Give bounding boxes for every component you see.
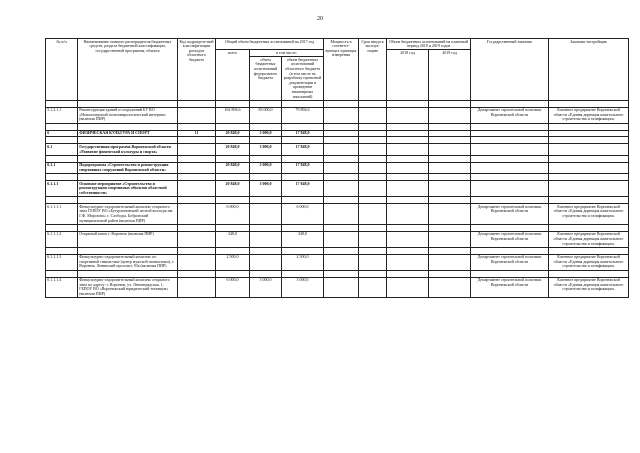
spacer-cell [549, 155, 629, 162]
spacer-cell [549, 247, 629, 254]
cell-customer [471, 130, 549, 137]
spacer-row [46, 197, 629, 204]
cell-num: 6.1.1.1 [46, 181, 78, 197]
header-incl: в том числе: [250, 50, 324, 57]
spacer-cell [250, 137, 282, 144]
header-2018: 2018 год [387, 50, 429, 100]
spacer-cell [429, 247, 471, 254]
cell-code [178, 254, 216, 270]
cell-code [178, 204, 216, 225]
spacer-cell [359, 123, 387, 130]
spacer-cell [78, 270, 178, 277]
spacer-cell [324, 100, 359, 107]
table-row [46, 181, 629, 197]
cell-customer [471, 181, 549, 197]
spacer-cell [429, 270, 471, 277]
spacer-cell [282, 197, 324, 204]
spacer-cell [324, 197, 359, 204]
spacer-cell [471, 137, 549, 144]
spacer-cell [324, 137, 359, 144]
spacer-cell [549, 137, 629, 144]
cell-power [324, 254, 359, 270]
cell-customer: Департамент строительной политики Воронежской области [471, 231, 549, 247]
spacer-cell [250, 123, 282, 130]
spacer-cell [46, 197, 78, 204]
spacer-cell [471, 100, 549, 107]
cell-power [324, 162, 359, 173]
table-row [46, 144, 629, 155]
spacer-cell [549, 224, 629, 231]
spacer-cell [359, 155, 387, 162]
cell-2019 [429, 181, 471, 197]
table-row [46, 277, 629, 298]
cell-num: 6.1.1.1.2 [46, 231, 78, 247]
spacer-cell [216, 174, 250, 181]
spacer-cell [216, 224, 250, 231]
spacer-cell [387, 137, 429, 144]
cell-code [178, 144, 216, 155]
header-federal: объем бюджетных ассигнований федерального бюджета [250, 57, 282, 101]
spacer-cell [78, 197, 178, 204]
cell-term [359, 162, 387, 173]
cell-num: 6.1.1.1.1 [46, 204, 78, 225]
spacer-cell [216, 247, 250, 254]
cell-total: 6 000,0 [216, 277, 250, 298]
header-term: Срок ввода в эксплуа-тацию [359, 39, 387, 101]
table-body [46, 100, 629, 298]
cell-developer: Казенное предприятие Воронежской области «Единая дирекция капитального строительства и газификации» [549, 107, 629, 123]
cell-total: 6 000,0 [216, 204, 250, 225]
cell-power [324, 107, 359, 123]
spacer-cell [216, 100, 250, 107]
cell-federal [250, 254, 282, 270]
spacer-cell [324, 270, 359, 277]
cell-name: Государственная программа Воронежской области «Развитие физической культуры и спорта» [78, 144, 178, 155]
cell-term [359, 181, 387, 197]
spacer-cell [216, 155, 250, 162]
cell-developer [549, 181, 629, 197]
spacer-cell [178, 100, 216, 107]
spacer-cell [178, 137, 216, 144]
cell-regional: 17 848,0 [282, 144, 324, 155]
spacer-cell [471, 174, 549, 181]
cell-federal: 3 000,0 [250, 181, 282, 197]
cell-customer: Департамент строительной политики Воронежской области [471, 204, 549, 225]
spacer-cell [387, 270, 429, 277]
cell-num: 5.1.2.1.1 [46, 107, 78, 123]
spacer-cell [250, 197, 282, 204]
cell-2019 [429, 277, 471, 298]
cell-customer: Департамент строительной политики Воронежской области [471, 277, 549, 298]
cell-name: Физкультурно-оздоровительный комплекс открытого типа по адресу: г. Воронеж, ул. Ленинградская, 1, ГБПОУ ВО «Воронежский юридический техникум» (включая ПИР) [78, 277, 178, 298]
spacer-cell [282, 224, 324, 231]
spacer-cell [78, 155, 178, 162]
cell-federal: 3 000,0 [250, 144, 282, 155]
cell-power [324, 204, 359, 225]
spacer-cell [429, 100, 471, 107]
cell-name: Реконструкция зданий и сооружений БУ ВО «Новохоперский психоневрологический интернат» (включая ПИР) [78, 107, 178, 123]
cell-2019 [429, 107, 471, 123]
cell-federal: 3 000,0 [250, 162, 282, 173]
spacer-row [46, 123, 629, 130]
cell-name: Подпрограмма «Строительство и реконструкция спортивных сооружений Воронежской области» [78, 162, 178, 173]
spacer-cell [216, 123, 250, 130]
spacer-cell [549, 197, 629, 204]
cell-federal [250, 231, 282, 247]
spacer-cell [250, 270, 282, 277]
cell-term [359, 277, 387, 298]
cell-developer [549, 130, 629, 137]
cell-regional: 17 848,0 [282, 130, 324, 137]
spacer-cell [46, 155, 78, 162]
spacer-cell [78, 247, 178, 254]
spacer-cell [178, 270, 216, 277]
cell-2018 [387, 107, 429, 123]
cell-2018 [387, 277, 429, 298]
spacer-cell [216, 197, 250, 204]
cell-developer: Казенное предприятие Воронежской области «Единая дирекция капитального строительства и газификации» [549, 231, 629, 247]
spacer-cell [282, 123, 324, 130]
spacer-cell [46, 270, 78, 277]
spacer-cell [250, 174, 282, 181]
cell-federal: 3 000,0 [250, 130, 282, 137]
spacer-cell [387, 247, 429, 254]
spacer-cell [78, 123, 178, 130]
spacer-cell [250, 155, 282, 162]
cell-2018 [387, 254, 429, 270]
cell-developer: Казенное предприятие Воронежской области «Единая дирекция капитального строительства и газификации» [549, 204, 629, 225]
spacer-cell [216, 270, 250, 277]
cell-power [324, 231, 359, 247]
spacer-cell [46, 224, 78, 231]
cell-num: 6.1 [46, 144, 78, 155]
cell-name: Физкультурно-оздоровительный комплекс по спортивной гимнастике (центр мужской гимнастики), г. Воронеж, Ленинский проспект, 93а (включая ПИР) [78, 254, 178, 270]
cell-2019 [429, 162, 471, 173]
spacer-cell [471, 247, 549, 254]
header-row-1 [46, 39, 629, 50]
spacer-cell [387, 224, 429, 231]
spacer-cell [359, 174, 387, 181]
spacer-cell [78, 224, 178, 231]
header-plan-group: Объем бюджетных ассигнований на плановый период 2018 и 2019 годов [387, 39, 471, 50]
cell-total: 2 500,0 [216, 254, 250, 270]
spacer-cell [471, 123, 549, 130]
header-num: № п/п [46, 39, 78, 101]
cell-2018 [387, 231, 429, 247]
header-developer: Заказчик-застройщик [549, 39, 629, 101]
cell-total: 20 848,0 [216, 130, 250, 137]
cell-regional: 17 848,0 [282, 181, 324, 197]
spacer-cell [429, 174, 471, 181]
spacer-cell [549, 123, 629, 130]
cell-power [324, 277, 359, 298]
cell-name: Основное мероприятие «Строительство и реконструкция спортивных объектов областной собственности» [78, 181, 178, 197]
cell-2018 [387, 144, 429, 155]
cell-developer: Казенное предприятие Воронежской области «Единая дирекция капитального строительства и газификации» [549, 254, 629, 270]
cell-customer: Департамент строительной политики Воронежской области [471, 107, 549, 123]
cell-federal [250, 204, 282, 225]
cell-term [359, 130, 387, 137]
table-row [46, 204, 629, 225]
cell-code [178, 181, 216, 197]
cell-developer [549, 144, 629, 155]
cell-2019 [429, 204, 471, 225]
cell-developer: Казенное предприятие Воронежской области «Единая дирекция капитального строительства и газификации» [549, 277, 629, 298]
spacer-cell [387, 174, 429, 181]
cell-term [359, 144, 387, 155]
cell-2019 [429, 231, 471, 247]
spacer-row [46, 100, 629, 107]
cell-customer: Департамент строительной политики Воронежской области [471, 254, 549, 270]
spacer-cell [429, 123, 471, 130]
cell-total: 20 848,0 [216, 181, 250, 197]
spacer-cell [429, 224, 471, 231]
spacer-cell [387, 197, 429, 204]
spacer-cell [178, 123, 216, 130]
spacer-cell [178, 174, 216, 181]
spacer-cell [471, 270, 549, 277]
cell-regional: 6 000,0 [282, 204, 324, 225]
cell-regional: 348,0 [282, 231, 324, 247]
cell-2019 [429, 130, 471, 137]
spacer-cell [46, 123, 78, 130]
spacer-cell [250, 100, 282, 107]
cell-name: Физкультурно-оздоровительный комплекс открытого типа ГБПОУ ВО «Бутурлиновский лесной колледж им. Г.Ф. Морозова» с. Слободы, Бобровский муниципальный район (включая ПИР) [78, 204, 178, 225]
spacer-row [46, 270, 629, 277]
spacer-cell [359, 270, 387, 277]
spacer-cell [250, 247, 282, 254]
spacer-cell [359, 137, 387, 144]
cell-total: 20 848,0 [216, 162, 250, 173]
cell-num: 6.1.1 [46, 162, 78, 173]
table-row [46, 107, 629, 123]
spacer-cell [216, 137, 250, 144]
header-total: всего [216, 50, 250, 100]
cell-term [359, 231, 387, 247]
spacer-cell [250, 224, 282, 231]
cell-num: 6.1.1.1.4 [46, 277, 78, 298]
table-row [46, 231, 629, 247]
spacer-cell [549, 100, 629, 107]
spacer-cell [282, 155, 324, 162]
header-code: Код подразделе-ний классифи-кации расходов областного бюджета [178, 39, 216, 101]
spacer-cell [178, 224, 216, 231]
spacer-cell [359, 100, 387, 107]
cell-developer [549, 162, 629, 173]
spacer-cell [359, 197, 387, 204]
cell-2019 [429, 144, 471, 155]
spacer-cell [549, 174, 629, 181]
spacer-row [46, 224, 629, 231]
cell-total: 20 848,0 [216, 144, 250, 155]
cell-regional: 3 000,0 [282, 277, 324, 298]
spacer-cell [46, 247, 78, 254]
cell-regional: 17 848,0 [282, 162, 324, 173]
cell-federal: 3 000,0 [250, 277, 282, 298]
spacer-cell [178, 247, 216, 254]
cell-federal: 83 000,0 [250, 107, 282, 123]
cell-term [359, 204, 387, 225]
spacer-cell [324, 123, 359, 130]
cell-regional: 79 894,6 [282, 107, 324, 123]
cell-code [178, 277, 216, 298]
spacer-cell [471, 197, 549, 204]
cell-2018 [387, 130, 429, 137]
cell-code [178, 107, 216, 123]
spacer-cell [46, 100, 78, 107]
spacer-row [46, 155, 629, 162]
spacer-cell [471, 155, 549, 162]
table-row [46, 130, 629, 137]
spacer-cell [178, 197, 216, 204]
cell-2018 [387, 181, 429, 197]
cell-total: 348,0 [216, 231, 250, 247]
spacer-cell [324, 247, 359, 254]
cell-num: 6 [46, 130, 78, 137]
spacer-cell [46, 174, 78, 181]
spacer-cell [324, 155, 359, 162]
spacer-cell [387, 123, 429, 130]
cell-code: 11 [178, 130, 216, 137]
header-total-group: Общий объем бюджетных ассигнований на 2017 год [216, 39, 324, 50]
spacer-cell [78, 100, 178, 107]
table-row [46, 254, 629, 270]
investment-table [45, 38, 629, 298]
header-name: Наименование главного распорядителя бюджетных средств, раздела бюджетной классификации, государственной программы, объекта [78, 39, 178, 101]
cell-customer [471, 144, 549, 155]
spacer-cell [429, 155, 471, 162]
header-2019: 2019 год [429, 50, 471, 100]
spacer-cell [429, 137, 471, 144]
header-power: Мощность в соответст-вующих единицах измерения [324, 39, 359, 101]
cell-power [324, 130, 359, 137]
spacer-cell [46, 137, 78, 144]
spacer-cell [78, 137, 178, 144]
cell-2018 [387, 162, 429, 173]
spacer-cell [282, 270, 324, 277]
header-customer: Государственный заказчик [471, 39, 549, 101]
spacer-cell [78, 174, 178, 181]
spacer-row [46, 137, 629, 144]
spacer-cell [471, 224, 549, 231]
cell-code [178, 231, 216, 247]
spacer-cell [324, 174, 359, 181]
spacer-cell [549, 270, 629, 277]
page-number: 20 [317, 16, 323, 22]
spacer-cell [387, 100, 429, 107]
spacer-row [46, 247, 629, 254]
spacer-cell [429, 197, 471, 204]
spacer-cell [282, 100, 324, 107]
cell-code [178, 162, 216, 173]
cell-power [324, 144, 359, 155]
spacer-cell [359, 247, 387, 254]
spacer-cell [324, 224, 359, 231]
header-regional: объем бюджетных ассигнований областного бюджета (в том числе на разработку проектной документации и проведение инженерных изысканий) [282, 57, 324, 101]
spacer-cell [359, 224, 387, 231]
cell-power [324, 181, 359, 197]
spacer-cell [282, 174, 324, 181]
spacer-cell [387, 155, 429, 162]
spacer-cell [282, 247, 324, 254]
cell-customer [471, 162, 549, 173]
cell-2019 [429, 254, 471, 270]
cell-2018 [387, 204, 429, 225]
spacer-row [46, 174, 629, 181]
spacer-cell [178, 155, 216, 162]
cell-term [359, 254, 387, 270]
table-row [46, 162, 629, 173]
cell-num: 6.1.1.1.3 [46, 254, 78, 270]
cell-regional: 2 500,0 [282, 254, 324, 270]
spacer-cell [282, 137, 324, 144]
cell-term [359, 107, 387, 123]
cell-name: Открытый каток г. Воронеж (включая ПИР) [78, 231, 178, 247]
cell-total: 162 894,6 [216, 107, 250, 123]
cell-name: ФИЗИЧЕСКАЯ КУЛЬТУРА И СПОРТ [78, 130, 178, 137]
